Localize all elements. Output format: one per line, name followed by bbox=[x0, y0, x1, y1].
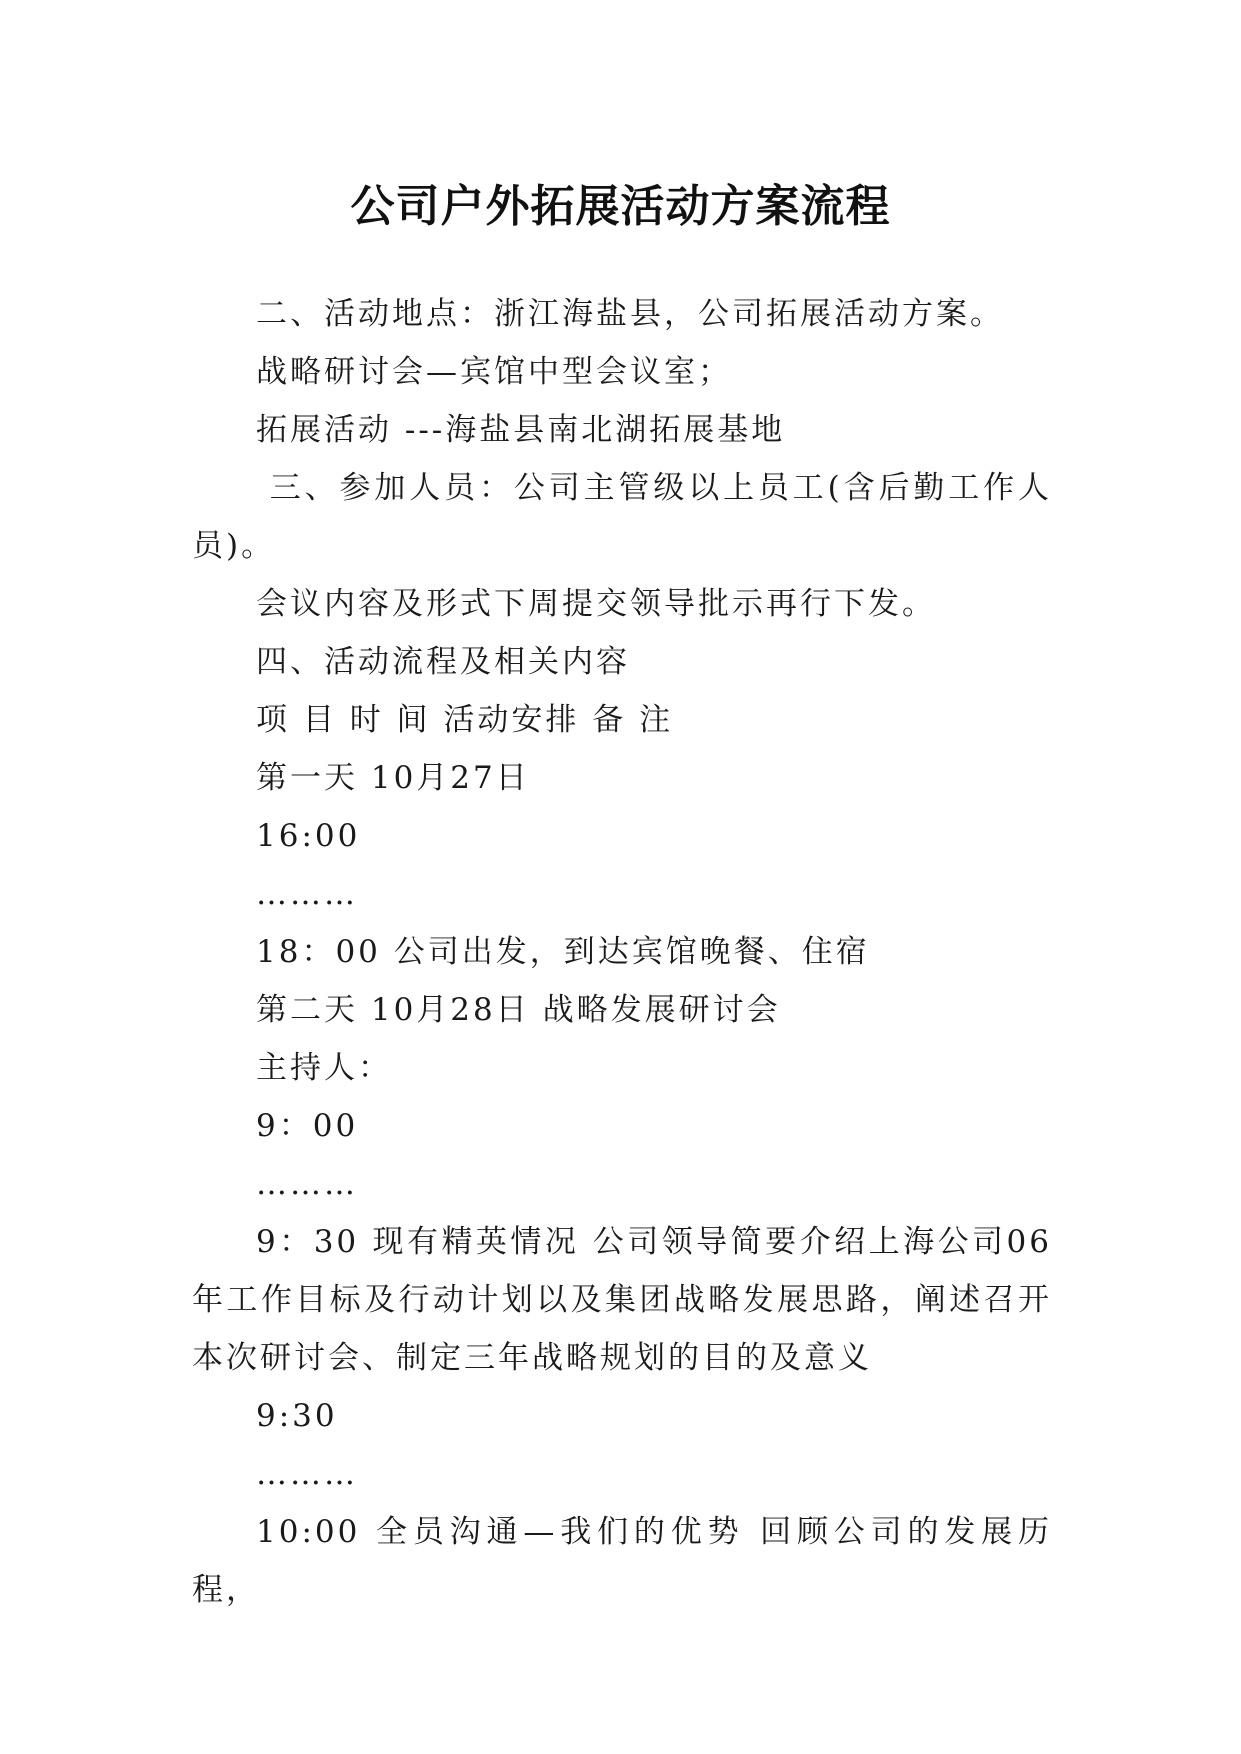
paragraph: 18：00 公司出发，到达宾馆晚餐、住宿 bbox=[256, 934, 870, 970]
document-title: 公司户外拓展活动方案流程 bbox=[350, 181, 891, 233]
paragraph: 主持人： bbox=[256, 1050, 392, 1086]
paragraph: ……… bbox=[256, 1166, 358, 1202]
paragraph: 会议内容及形式下周提交领导批示再行下发。 bbox=[256, 586, 936, 622]
paragraph: 9：00 bbox=[256, 1108, 359, 1144]
paragraph: 三、参加人员：公司主管级以上员工(含后勤工作人员)。 bbox=[192, 470, 1053, 564]
paragraph: 二、活动地点：浙江海盐县，公司拓展活动方案。 bbox=[256, 296, 1004, 332]
document-body bbox=[192, 285, 1052, 1619]
paragraph: 16:00 bbox=[256, 818, 361, 854]
paragraph: 第一天 10月27日 bbox=[256, 760, 530, 796]
paragraph: 第二天 10月28日 战略发展研讨会 bbox=[256, 992, 781, 1028]
paragraph: ……… bbox=[256, 876, 358, 912]
paragraph: 10:00 全员沟通—我们的优势 回顾公司的发展历程， bbox=[192, 1514, 1052, 1608]
paragraph: ……… bbox=[256, 1456, 358, 1492]
paragraph: 战略研讨会—宾馆中型会议室； bbox=[256, 354, 732, 390]
paragraph: 拓展活动 ---海盐县南北湖拓展基地 bbox=[256, 412, 786, 448]
paragraph: 9:30 bbox=[256, 1398, 338, 1434]
paragraph: 四、活动流程及相关内容 bbox=[256, 644, 630, 680]
paragraph: 9：30 现有精英情况 公司领导简要介绍上海公司06年工作目标及行动计划以及集团战略发展思路，阐述召开本次研讨会、制定三年战略规划的目的及意义 bbox=[192, 1224, 1052, 1376]
paragraph: 项 目 时 间 活动安排 备 注 bbox=[256, 702, 674, 738]
